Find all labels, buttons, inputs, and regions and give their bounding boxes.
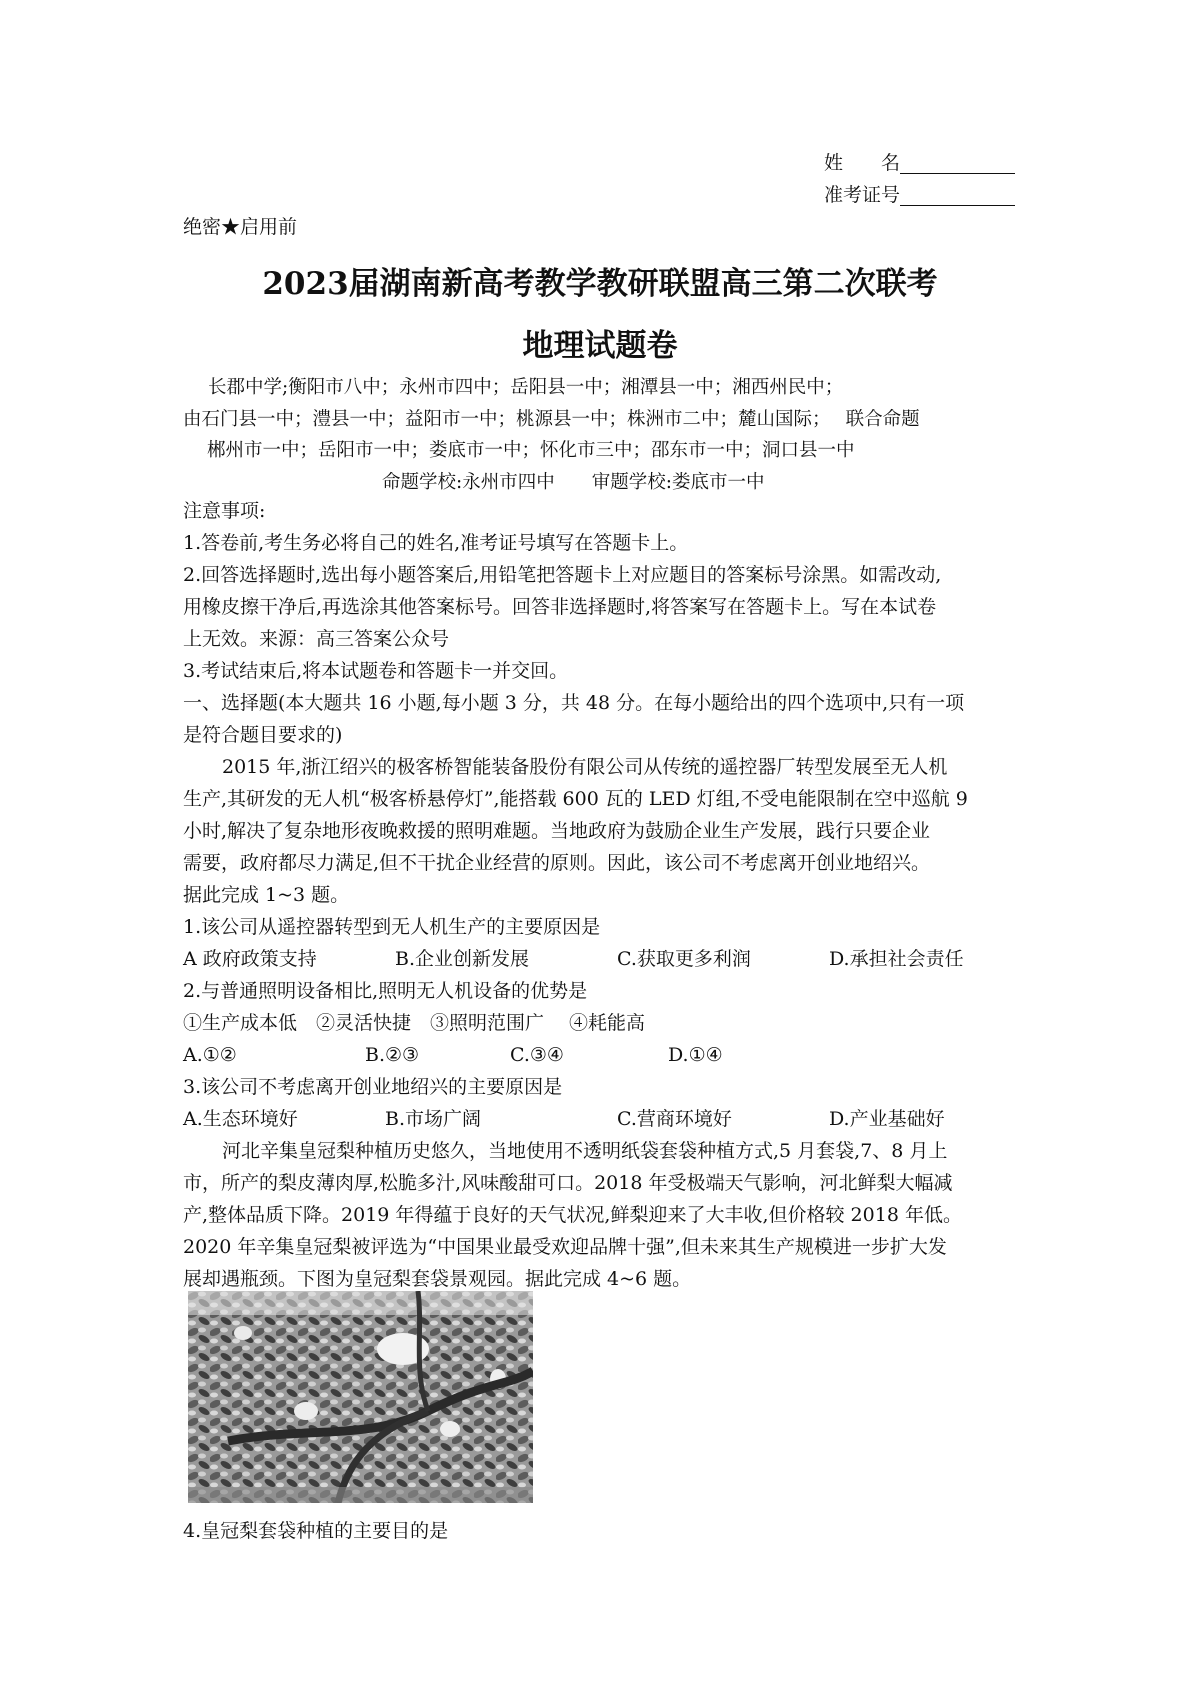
passage1-line-4: 需要，政府都尽力满足,但不干扰企业经营的原则。因此，该公司不考虑离开创业地绍兴。 bbox=[183, 852, 931, 874]
passage2-line-1: 河北辛集皇冠梨种植历史悠久，当地使用不透明纸袋套袋种植方式,5 月套袋,7、8 月上 bbox=[222, 1140, 948, 1162]
passage1-line-2: 生产,其研发的无人机“极客桥悬停灯”,能搭载 600 瓦的 LED 灯组,不受电能限制在空中巡航 9 bbox=[183, 788, 968, 810]
notice-line-2: 2.回答选择题时,选出每小题答案后,用铅笔把答题卡上对应题目的答案标号涂黑。如需改动, bbox=[183, 564, 942, 586]
question-4-stem: 4.皇冠梨套袋种植的主要目的是 bbox=[183, 1520, 449, 1542]
notice-line-1: 1.答卷前,考生务必将自己的姓名,准考证号填写在答题卡上。 bbox=[183, 532, 689, 554]
question-3-option-d: D.产业基础好 bbox=[829, 1108, 945, 1130]
passage2-line-3: 产,整体品质下降。2019 年得蕴于良好的天气状况,鲜梨迎来了大丰收,但价格较 2018 年低。 bbox=[183, 1204, 962, 1226]
name-field bbox=[824, 152, 1015, 174]
secret-label: 绝密★启用前 bbox=[183, 216, 298, 238]
exam-title: 2023届湖南新高考教学教研联盟高三第二次联考 bbox=[262, 266, 938, 302]
exam-subtitle: 地理试题卷 bbox=[522, 328, 678, 364]
question-2-option-c: C.③④ bbox=[510, 1044, 564, 1066]
question-1-stem: 1.该公司从遥控器转型到无人机生产的主要原因是 bbox=[183, 916, 601, 938]
question-2-stem: 2.与普通照明设备相比,照明无人机设备的优势是 bbox=[183, 980, 588, 1002]
schools-line-2: 由石门县一中；澧县一中；益阳市一中；桃源县一中；株洲市二中；麓山国际； 联合命题 bbox=[183, 409, 920, 430]
question-3-option-b: B.市场广阔 bbox=[385, 1108, 482, 1130]
pear-orchard-photo bbox=[188, 1291, 533, 1503]
passage2-line-4: 2020 年辛集皇冠梨被评选为“中国果业最受欢迎品牌十强”,但未来其生产规模进一步扩大发 bbox=[183, 1236, 947, 1258]
question-2-option-d: D.①④ bbox=[668, 1044, 723, 1066]
schools-line-1: 长郡中学;衡阳市八中；永州市四中；岳阳县一中；湘潭县一中；湘西州民中； bbox=[208, 377, 844, 398]
passage1-line-1: 2015 年,浙江绍兴的极客桥智能装备股份有限公司从传统的遥控器厂转型发展至无人机 bbox=[222, 756, 948, 778]
question-1-option-d: D.承担社会责任 bbox=[829, 948, 964, 970]
question-3-option-c: C.营商环境好 bbox=[617, 1108, 732, 1130]
passage1-line-3: 小时,解决了复杂地形夜晚救援的照明难题。当地政府为鼓励企业生产发展，践行只要企业 bbox=[183, 820, 931, 842]
notice-heading: 注意事项: bbox=[183, 500, 266, 522]
question-2-items: ①生产成本低 ②灵活快捷 ③照明范围广 ④耗能高 bbox=[183, 1012, 646, 1034]
notice-line-3: 用橡皮擦干净后,再选涂其他答案标号。回答非选择题时,将答案写在答题卡上。写在本试卷 bbox=[183, 596, 937, 618]
question-3-stem: 3.该公司不考虑离开创业地绍兴的主要原因是 bbox=[183, 1076, 563, 1098]
schools-line-4: 命题学校:永州市四中 审题学校:娄底市一中 bbox=[382, 472, 765, 493]
id-blank[interactable] bbox=[900, 187, 1015, 206]
question-1-option-a: A 政府政策支持 bbox=[183, 948, 317, 970]
notice-line-4: 上无效。来源：高三答案公众号 bbox=[183, 628, 450, 650]
id-field bbox=[824, 184, 1015, 206]
passage2-line-5: 展却遇瓶颈。下图为皇冠梨套袋景观园。据此完成 4~6 题。 bbox=[183, 1268, 692, 1290]
name-blank[interactable] bbox=[900, 155, 1015, 174]
passage1-line-5: 据此完成 1~3 题。 bbox=[183, 884, 350, 906]
section-heading-line-2: 是符合题目要求的) bbox=[183, 724, 343, 746]
section-heading-line-1: 一、选择题(本大题共 16 小题,每小题 3 分，共 48 分。在每小题给出的四个选项中,只有一项 bbox=[183, 692, 965, 714]
passage2-line-2: 市，所产的梨皮薄肉厚,松脆多汁,风味酸甜可口。2018 年受极端天气影响，河北鲜梨大幅减 bbox=[183, 1172, 953, 1194]
name-label: 姓 名 bbox=[824, 152, 901, 174]
id-label: 准考证号 bbox=[824, 184, 901, 206]
question-1-option-b: B.企业创新发展 bbox=[395, 948, 530, 970]
question-3-option-a: A.生态环境好 bbox=[183, 1108, 298, 1130]
question-2-option-a: A.①② bbox=[183, 1044, 237, 1066]
question-2-option-b: B.②③ bbox=[365, 1044, 420, 1066]
question-1-option-c: C.获取更多利润 bbox=[617, 948, 751, 970]
schools-line-3: 郴州市一中；岳阳市一中；娄底市一中；怀化市三中；邵东市一中；洞口县一中 bbox=[207, 440, 855, 461]
notice-line-5: 3.考试结束后,将本试题卷和答题卡一并交回。 bbox=[183, 660, 569, 682]
